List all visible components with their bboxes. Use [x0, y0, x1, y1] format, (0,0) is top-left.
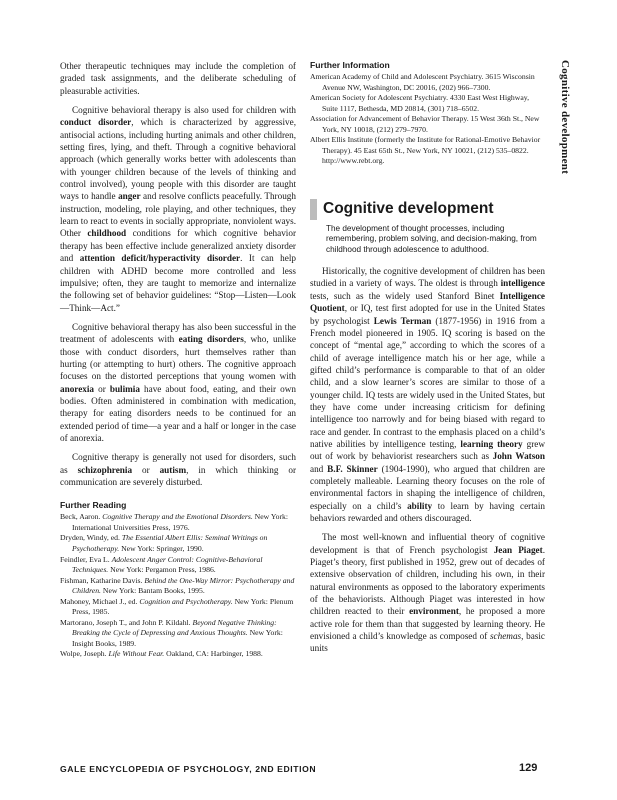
body-paragraph	[310, 265, 545, 524]
bold-term: Lewis Terman	[373, 315, 432, 326]
text-run: or	[132, 464, 160, 475]
text-run: and	[310, 463, 328, 474]
side-tab-title: Cognitive development	[559, 60, 571, 175]
italic-text: Behind the One-Way Mirror: Psychotherapy and Children.	[72, 575, 295, 596]
body-paragraph	[60, 104, 296, 314]
text-run: New York: International Universities Press, 1976.	[72, 512, 288, 532]
text-run: or	[94, 383, 110, 394]
text-run: . Piaget’s theory, first published in 1952, grew out of decades of extensive observation of children, including his own, in their natural environments as opposed to the laboratory experiments of the behaviorists. Although Piaget was interested in how children reacted to their	[310, 544, 545, 617]
bold-term: Intelligence Quotient	[310, 290, 545, 314]
text-run: to learn by having certain behaviors rewarded and others discouraged.	[310, 500, 545, 524]
text-run: The most well-known and influential theory of cognitive development is that of French psychologist	[310, 532, 545, 555]
bold-term: childhood	[87, 228, 127, 239]
text-run: and resolve conflicts peacefully. Through instruction, modeling, role playing, and other techniques, they learn to react to events in socially appropriate, nonviolent ways. Other	[60, 191, 296, 239]
text-run: tests, such as the widely used Stanford Binet	[310, 290, 500, 301]
text-run: Wolpe, Joseph.	[60, 649, 109, 659]
bold-term: intelligence	[500, 278, 545, 289]
text-run: , in which thinking or communication are severely disturbed.	[60, 464, 296, 487]
text-run: Cognitive therapy is generally not used for disorders, such as	[60, 452, 296, 475]
bold-term: ability	[407, 500, 433, 511]
bold-term: conduct disorder	[60, 117, 132, 128]
bold-term: eating disorders	[178, 334, 244, 345]
text-run: New York: Plenum Press, 1985.	[72, 596, 294, 617]
body-paragraph	[310, 531, 545, 654]
text-run: Martorano, Joseph T., and John P. Kildahl.	[60, 617, 193, 627]
bold-term: Jean Piaget	[493, 544, 543, 555]
bold-term: autism	[159, 464, 187, 475]
text-run: New York: Insight Books, 1989.	[72, 628, 283, 648]
text-run: Cognitive behavioral therapy has also been successful in the treatment of adolescents with	[60, 321, 296, 345]
text-run: New York: Springer, 1990.	[119, 543, 204, 553]
text-run: grew out of work by behaviorist researchers such as	[310, 438, 545, 462]
italic-text: Adolescent Anger Control: Cognitive-Behavioral Techniques.	[72, 554, 263, 575]
body-paragraph	[60, 321, 296, 444]
italic-text: Cognitive Therapy and the Emotional Disorders.	[102, 512, 253, 522]
further-reading-list	[60, 512, 296, 660]
further-reading-heading: Further Reading	[60, 500, 127, 511]
left-body-text	[60, 60, 296, 488]
text-run: Other therapeutic techniques may include the completion of graded task assignments, and the deliberate scheduling of pleasurable activities.	[60, 61, 296, 96]
text-run: have about food, eating, and their own bodies. Often administered in combination with medication, therapy for eating disorders needs to be continued for an extended period of time—a year and a half or longer in the case of anorexia.	[60, 383, 297, 443]
section-header-bar	[310, 199, 317, 220]
text-run: Mahoney, Michael J., ed.	[60, 596, 140, 606]
organization-entry: American Society for Adolescent Psychiatry. 4330 East West Highway, Suite 1117, Bethesda, MD 20814, (301) 718–6502.	[310, 93, 529, 113]
reading-entry	[60, 597, 296, 618]
text-run: New York: Bantam Books, 1995.	[100, 586, 205, 596]
italic-text: Life Without Fear.	[108, 649, 165, 659]
reading-entry	[60, 512, 296, 533]
section-definition: The development of thought processes, including remembering, problem solving, and decision-making, from childhood through adolescence to adulthood.	[326, 223, 537, 254]
bold-term: bulimia	[109, 383, 140, 394]
text-run: , which is characterized by aggressive, antisocial actions, including hurting animals and other children, setting fires, lying, and theft. Through a cognitive behavioral approach (which generally works better with adolescents than with younger children because of the levels of thinking and control involved), young people with this disorder are taught ways to handle	[60, 117, 296, 202]
page-number: 129	[519, 762, 538, 774]
reading-entry	[60, 618, 296, 650]
further-information-heading: Further Information	[310, 60, 390, 70]
italic-text: The Essential Albert Ellis: Seminal Writings on Psychotherapy.	[72, 533, 268, 553]
text-run: conditions for which cognitive behavior therapy has been effective include generalized anxiety disorder and	[60, 228, 297, 264]
bold-term: John Watson	[492, 451, 546, 462]
text-run: New York: Pergamon Press, 1986.	[108, 565, 216, 575]
organization-entry: Association for Advancement of Behavior Therapy. 15 West 36th St., New York, NY 10018, (212) 279–7970.	[310, 114, 540, 134]
left-column	[60, 60, 296, 660]
bold-term: schizophrenia	[77, 464, 133, 475]
text-run: Historically, the cognitive development of children has been studied in a variety of ways. The oldest is through	[310, 266, 545, 289]
bold-term: learning theory	[460, 438, 523, 449]
italic-text: schemas	[489, 631, 522, 642]
italic-text: Cognition and Psychotherapy.	[139, 596, 233, 606]
footer-title: GALE ENCYCLOPEDIA OF PSYCHOLOGY, 2ND EDITION	[60, 764, 317, 774]
text-run: Feindler, Eva L.	[60, 554, 112, 564]
italic-text: Beyond Negative Thinking: Breaking the Cycle of Depressing and Anxious Thoughts.	[72, 617, 277, 638]
right-body-text	[310, 265, 545, 655]
reading-entry	[60, 555, 296, 576]
bold-term: environment	[409, 606, 459, 617]
organization-entry: American Academy of Child and Adolescent Psychiatry. 3615 Wisconsin Avenue NW, Washington, DC 20016, (202) 966–7300.	[310, 72, 535, 92]
text-run: (1904-1990), who argued that children are completely malleable. Learning theory focuses on the role of environmental factors in shaping the intelligence of children, especially on a child’s	[310, 463, 545, 511]
text-run: Fishman, Katharine Davis.	[60, 575, 145, 585]
section-title: Cognitive development	[323, 199, 494, 217]
text-run: , who, unlike those with conduct disorders, hurt themselves rather than hurting (or attempting to hurt) others. The cognitive approach focuses on the distorted perceptions that young women with	[60, 334, 297, 382]
bold-term: attention deficit/hyperactivity disorder	[79, 253, 241, 264]
text-run: , or IQ, test first adopted for use in the United States by psychologist	[310, 303, 545, 326]
bold-term: anger	[118, 191, 141, 202]
body-paragraph	[60, 451, 296, 488]
text-run: , he proposed a more active role for them than that suggested by learning theory. He envisioned a child’s knowledge as composed of	[310, 606, 545, 642]
bold-term: anorexia	[60, 383, 95, 394]
right-column	[310, 60, 545, 662]
bold-term: B.F. Skinner	[327, 463, 378, 474]
reading-entry	[60, 576, 296, 597]
reading-entry	[60, 649, 296, 660]
text-run: . It can help children with ADHD become more controlled and less impulsive; often, they are taught to memorize and internalize the following set of behavior guidelines: “Stop—Listen—Look—Think—Act.”	[60, 253, 296, 313]
text-run: Cognitive behavioral therapy is also used for children with	[72, 105, 296, 116]
text-run: Dryden, Windy, ed.	[60, 533, 122, 543]
text-run: Beck, Aaron.	[60, 512, 103, 522]
organization-entry: Albert Ellis Institute (formerly the Institute for Rational-Emotive Behavior Therapy). 45 East 65th St., New York, NY 10021, (212) 535–0822. http://www.rebt.org.	[310, 135, 541, 166]
further-information-list	[310, 72, 545, 167]
text-run: , basic units	[310, 631, 545, 654]
text-run: Oakland, CA: Harbinger, 1988.	[164, 649, 263, 659]
section-header	[310, 199, 545, 255]
text-run: (1877-1956) in 1916 from a French model pioneered in 1905. IQ scoring is based on the concept of “mental age,” according to which the scores of a child of average intelligence match his or her age, while a gifted child’s performance is comparable to that of an older child, and a slow learner’s scores are similar to those of a younger child. IQ tests are widely used in the United States, but they have come under increasing criticism for defining intelligence too narrowly and for being biased with regard to race and gender. In contrast to the emphasis placed on a child’s native abilities by intelligence testing,	[310, 315, 546, 449]
body-paragraph	[60, 60, 296, 97]
reading-entry	[60, 533, 296, 554]
